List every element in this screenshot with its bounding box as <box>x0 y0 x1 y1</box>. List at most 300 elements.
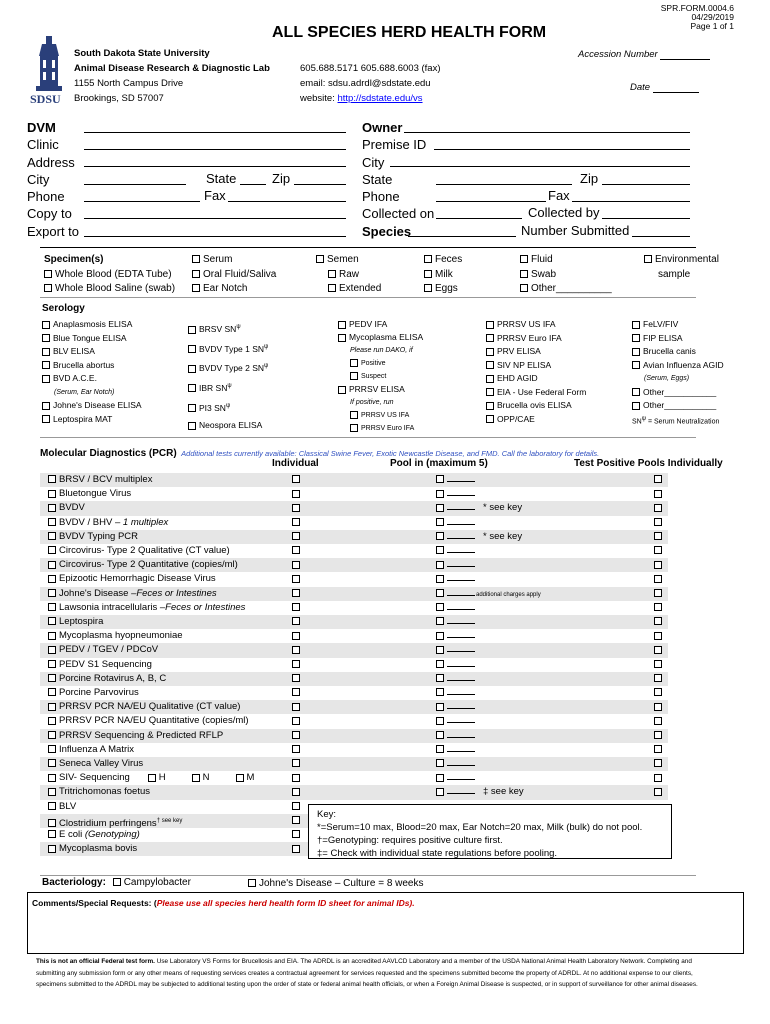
checkbox-icon[interactable] <box>48 674 56 682</box>
pcr-test[interactable] <box>48 842 137 856</box>
checkbox-icon[interactable] <box>188 384 196 392</box>
checkbox-icon[interactable] <box>292 774 300 782</box>
checkbox-icon[interactable] <box>436 688 444 696</box>
pcr-test[interactable] <box>48 516 168 530</box>
serology-col1-option[interactable] <box>42 345 142 359</box>
checkbox-icon[interactable] <box>436 475 444 483</box>
individual-checkbox[interactable] <box>292 842 303 856</box>
checkbox-icon[interactable] <box>486 415 494 423</box>
checkbox-icon[interactable] <box>486 402 494 410</box>
checkbox-icon[interactable] <box>436 731 444 739</box>
positive-pools-checkbox[interactable] <box>654 658 665 672</box>
city-field[interactable] <box>84 184 186 185</box>
milk-option[interactable]: Milk <box>424 268 462 283</box>
checkbox-icon[interactable] <box>292 845 300 853</box>
checkbox-icon[interactable] <box>292 660 300 668</box>
checkbox-icon[interactable] <box>436 561 444 569</box>
checkbox-icon[interactable] <box>436 490 444 498</box>
checkbox-icon[interactable] <box>148 774 156 782</box>
pool-count-field[interactable] <box>447 785 475 794</box>
positive-pools-checkbox[interactable] <box>654 473 665 487</box>
pool-count-field[interactable] <box>447 601 475 610</box>
serology-col5-option[interactable] <box>632 318 724 332</box>
pcr-test[interactable] <box>48 714 249 728</box>
checkbox-icon[interactable] <box>486 321 494 329</box>
checkbox-icon[interactable] <box>48 632 56 640</box>
checkbox-icon[interactable] <box>292 788 300 796</box>
checkbox-icon[interactable] <box>48 490 56 498</box>
pool-checkbox[interactable] <box>436 672 475 686</box>
pool-checkbox[interactable] <box>436 473 475 487</box>
checkbox-icon[interactable] <box>48 589 56 597</box>
pool-count-field[interactable] <box>447 743 475 752</box>
pool-checkbox[interactable] <box>436 629 475 643</box>
campylobacter-option[interactable]: Campylobacter <box>113 877 191 888</box>
pool-checkbox[interactable] <box>436 615 475 629</box>
checkbox-icon[interactable] <box>48 603 56 611</box>
accession-field[interactable] <box>660 48 710 60</box>
pool-count-field[interactable] <box>447 587 475 596</box>
siv-option[interactable] <box>236 772 255 783</box>
oral-fluid-option[interactable]: Oral Fluid/Saliva <box>192 268 276 283</box>
checkbox-icon[interactable] <box>654 589 662 597</box>
pool-checkbox[interactable] <box>436 743 475 757</box>
checkbox-icon[interactable] <box>654 660 662 668</box>
checkbox-icon[interactable] <box>188 404 196 412</box>
pool-checkbox[interactable] <box>436 700 475 714</box>
positive-pools-checkbox[interactable] <box>654 672 665 686</box>
individual-checkbox[interactable] <box>292 587 303 601</box>
serology-col5b-option[interactable] <box>632 386 724 400</box>
checkbox-icon[interactable] <box>48 819 56 827</box>
checkbox-icon[interactable] <box>292 518 300 526</box>
whole-blood-edta-option[interactable]: Whole Blood (EDTA Tube) <box>44 268 175 283</box>
checkbox-icon[interactable] <box>42 334 50 342</box>
checkbox-icon[interactable] <box>654 490 662 498</box>
serology-col5-option[interactable] <box>632 345 724 359</box>
date-field[interactable] <box>653 81 699 93</box>
checkbox-icon[interactable] <box>42 361 50 369</box>
pool-checkbox[interactable] <box>436 601 475 615</box>
pcr-test[interactable] <box>48 629 183 643</box>
eggs-option[interactable]: Eggs <box>424 282 462 297</box>
checkbox-icon[interactable] <box>48 774 56 782</box>
owner-zip-field[interactable] <box>602 184 690 185</box>
checkbox-icon[interactable] <box>436 703 444 711</box>
pcr-test[interactable] <box>48 643 158 657</box>
individual-checkbox[interactable] <box>292 700 303 714</box>
checkbox-icon[interactable] <box>350 372 358 380</box>
checkbox-icon[interactable] <box>42 402 50 410</box>
serology-col2-option[interactable] <box>188 358 268 378</box>
pool-count-field[interactable] <box>447 771 475 780</box>
pool-count-field[interactable] <box>447 572 475 581</box>
serology-col1-option[interactable] <box>42 359 142 373</box>
checkbox-icon[interactable] <box>654 532 662 540</box>
checkbox-icon[interactable] <box>486 334 494 342</box>
pool-count-field[interactable] <box>447 487 475 496</box>
individual-checkbox[interactable] <box>292 743 303 757</box>
checkbox-icon[interactable] <box>654 504 662 512</box>
pool-count-field[interactable] <box>447 544 475 553</box>
checkbox-icon[interactable] <box>436 617 444 625</box>
serology-col2-option[interactable] <box>188 378 268 398</box>
swab-option[interactable]: Swab <box>520 268 612 283</box>
checkbox-icon[interactable] <box>292 646 300 654</box>
pcr-test[interactable] <box>48 544 230 558</box>
serology-col4-option[interactable] <box>486 386 586 400</box>
positive-pools-checkbox[interactable] <box>654 757 665 771</box>
checkbox-icon[interactable] <box>338 321 346 329</box>
siv-option[interactable] <box>148 772 166 783</box>
checkbox-icon[interactable] <box>48 745 56 753</box>
checkbox-icon[interactable] <box>350 424 358 432</box>
checkbox-icon[interactable] <box>350 411 358 419</box>
checkbox-icon[interactable] <box>632 334 640 342</box>
pool-checkbox[interactable] <box>436 544 475 558</box>
checkbox-icon[interactable] <box>48 830 56 838</box>
checkbox-icon[interactable] <box>654 688 662 696</box>
checkbox-icon[interactable] <box>48 546 56 554</box>
serology-col3b-sub-option[interactable] <box>338 409 423 422</box>
serology-col2-option[interactable] <box>188 417 268 435</box>
johnes-culture-option[interactable]: Johne's Disease – Culture = 8 weeks <box>248 878 424 889</box>
feces-option[interactable]: Feces <box>424 253 462 268</box>
individual-checkbox[interactable] <box>292 814 303 828</box>
pool-checkbox[interactable] <box>436 558 475 572</box>
checkbox-icon[interactable] <box>48 688 56 696</box>
pool-checkbox[interactable] <box>436 530 522 544</box>
checkbox-icon[interactable] <box>292 717 300 725</box>
checkbox-icon[interactable] <box>292 816 300 824</box>
pcr-test[interactable] <box>48 800 76 814</box>
pool-count-field[interactable] <box>447 629 475 638</box>
positive-pools-checkbox[interactable] <box>654 743 665 757</box>
pcr-test[interactable] <box>48 672 166 686</box>
checkbox-icon[interactable] <box>632 402 640 410</box>
positive-pools-checkbox[interactable] <box>654 686 665 700</box>
pool-count-field[interactable] <box>447 686 475 695</box>
owner-field[interactable] <box>404 132 690 133</box>
checkbox-icon[interactable] <box>292 603 300 611</box>
serology-col3-sub-option[interactable] <box>338 370 423 383</box>
owner-fax-field[interactable] <box>572 201 690 202</box>
serum-option[interactable]: Serum <box>192 253 276 268</box>
checkbox-icon[interactable] <box>654 774 662 782</box>
serology-col1b-option[interactable] <box>42 413 142 427</box>
positive-pools-checkbox[interactable] <box>654 587 665 601</box>
checkbox-icon[interactable] <box>292 546 300 554</box>
pool-checkbox[interactable] <box>436 516 475 530</box>
state-field[interactable] <box>240 184 266 185</box>
positive-pools-checkbox[interactable] <box>654 729 665 743</box>
serology-col4-option[interactable] <box>486 399 586 413</box>
checkbox-icon[interactable] <box>236 774 244 782</box>
individual-checkbox[interactable] <box>292 530 303 544</box>
pool-checkbox[interactable] <box>436 572 475 586</box>
premise-field[interactable] <box>434 149 690 150</box>
checkbox-icon[interactable] <box>48 660 56 668</box>
checkbox-icon[interactable] <box>42 375 50 383</box>
pcr-test[interactable] <box>48 686 139 700</box>
individual-checkbox[interactable] <box>292 473 303 487</box>
checkbox-icon[interactable] <box>48 617 56 625</box>
individual-checkbox[interactable] <box>292 800 303 814</box>
checkbox-icon[interactable] <box>292 475 300 483</box>
checkbox-icon[interactable] <box>436 774 444 782</box>
checkbox-icon[interactable] <box>654 603 662 611</box>
pool-count-field[interactable] <box>447 658 475 667</box>
checkbox-icon[interactable] <box>486 348 494 356</box>
checkbox-icon[interactable] <box>654 617 662 625</box>
pool-checkbox[interactable] <box>436 729 475 743</box>
individual-checkbox[interactable] <box>292 501 303 515</box>
checkbox-icon[interactable] <box>436 759 444 767</box>
checkbox-icon[interactable] <box>42 321 50 329</box>
owner-city-field[interactable] <box>390 166 690 167</box>
checkbox-icon[interactable] <box>48 759 56 767</box>
extended-option[interactable]: Extended <box>316 282 381 297</box>
checkbox-icon[interactable] <box>42 415 50 423</box>
checkbox-icon[interactable] <box>486 388 494 396</box>
checkbox-icon[interactable] <box>292 688 300 696</box>
checkbox-icon[interactable] <box>48 561 56 569</box>
pool-checkbox[interactable] <box>436 587 541 602</box>
serology-col5-option[interactable] <box>632 332 724 346</box>
serology-col4-option[interactable] <box>486 345 586 359</box>
pcr-test[interactable] <box>48 487 131 501</box>
positive-pools-checkbox[interactable] <box>654 487 665 501</box>
serology-col1-option[interactable] <box>42 332 142 346</box>
serology-col3-option[interactable] <box>338 331 423 344</box>
serology-col4-option[interactable] <box>486 413 586 427</box>
checkbox-icon[interactable] <box>654 703 662 711</box>
checkbox-icon[interactable] <box>48 475 56 483</box>
checkbox-icon[interactable] <box>654 759 662 767</box>
serology-col4-option[interactable] <box>486 332 586 346</box>
checkbox-icon[interactable] <box>48 518 56 526</box>
pcr-test[interactable] <box>48 587 217 601</box>
checkbox-icon[interactable] <box>48 504 56 512</box>
serology-col2-option[interactable] <box>188 339 268 359</box>
positive-pools-checkbox[interactable] <box>654 615 665 629</box>
pool-checkbox[interactable] <box>436 501 522 515</box>
positive-pools-checkbox[interactable] <box>654 700 665 714</box>
checkbox-icon[interactable] <box>48 703 56 711</box>
pcr-test[interactable] <box>48 615 103 629</box>
positive-pools-checkbox[interactable] <box>654 516 665 530</box>
pool-count-field[interactable] <box>447 729 475 738</box>
pcr-test[interactable] <box>48 572 216 586</box>
checkbox-icon[interactable] <box>48 788 56 796</box>
pcr-test[interactable] <box>48 558 238 572</box>
serology-col1-option[interactable] <box>42 318 142 332</box>
checkbox-icon[interactable] <box>436 660 444 668</box>
checkbox-icon[interactable] <box>48 575 56 583</box>
serology-col2-option[interactable] <box>188 319 268 339</box>
collected-on-field[interactable] <box>436 218 522 219</box>
phone-field[interactable] <box>84 201 200 202</box>
checkbox-icon[interactable] <box>486 361 494 369</box>
individual-checkbox[interactable] <box>292 487 303 501</box>
checkbox-icon[interactable] <box>292 617 300 625</box>
individual-checkbox[interactable] <box>292 658 303 672</box>
checkbox-icon[interactable] <box>436 674 444 682</box>
pool-checkbox[interactable] <box>436 686 475 700</box>
pool-count-field[interactable] <box>447 516 475 525</box>
checkbox-icon[interactable] <box>188 365 196 373</box>
pcr-test[interactable] <box>48 473 152 487</box>
positive-pools-checkbox[interactable] <box>654 771 665 785</box>
checkbox-icon[interactable] <box>654 475 662 483</box>
checkbox-icon[interactable] <box>632 388 640 396</box>
checkbox-icon[interactable] <box>632 348 640 356</box>
individual-checkbox[interactable] <box>292 601 303 615</box>
checkbox-icon[interactable] <box>292 632 300 640</box>
individual-checkbox[interactable] <box>292 757 303 771</box>
checkbox-icon[interactable] <box>188 326 196 334</box>
individual-checkbox[interactable] <box>292 828 303 842</box>
pool-count-field[interactable] <box>447 615 475 624</box>
positive-pools-checkbox[interactable] <box>654 714 665 728</box>
checkbox-icon[interactable] <box>654 575 662 583</box>
address-field[interactable] <box>84 166 346 167</box>
siv-option[interactable] <box>192 772 210 783</box>
positive-pools-checkbox[interactable] <box>654 643 665 657</box>
checkbox-icon[interactable] <box>292 504 300 512</box>
pool-checkbox[interactable] <box>436 658 475 672</box>
checkbox-icon[interactable] <box>188 345 196 353</box>
checkbox-icon[interactable] <box>48 845 56 853</box>
checkbox-icon[interactable] <box>338 334 346 342</box>
checkbox-icon[interactable] <box>42 348 50 356</box>
checkbox-icon[interactable] <box>632 321 640 329</box>
checkbox-icon[interactable] <box>632 361 640 369</box>
fax-field[interactable] <box>228 201 346 202</box>
positive-pools-checkbox[interactable] <box>654 558 665 572</box>
pool-count-field[interactable] <box>447 558 475 567</box>
checkbox-icon[interactable] <box>436 632 444 640</box>
checkbox-icon[interactable] <box>292 759 300 767</box>
checkbox-icon[interactable] <box>48 532 56 540</box>
checkbox-icon[interactable] <box>292 745 300 753</box>
checkbox-icon[interactable] <box>48 802 56 810</box>
pcr-test[interactable] <box>48 501 85 515</box>
individual-checkbox[interactable] <box>292 714 303 728</box>
checkbox-icon[interactable] <box>654 632 662 640</box>
individual-checkbox[interactable] <box>292 643 303 657</box>
zip-field[interactable] <box>294 184 346 185</box>
pcr-test[interactable] <box>48 785 150 799</box>
checkbox-icon[interactable] <box>436 504 444 512</box>
dvm-field[interactable] <box>84 132 346 133</box>
checkbox-icon[interactable] <box>654 518 662 526</box>
pool-checkbox[interactable] <box>436 785 524 799</box>
owner-state-field[interactable] <box>436 184 572 185</box>
checkbox-icon[interactable] <box>292 589 300 597</box>
pcr-test[interactable] <box>48 530 138 544</box>
checkbox-icon[interactable] <box>654 561 662 569</box>
checkbox-icon[interactable] <box>436 532 444 540</box>
other-option[interactable]: Other__________ <box>520 282 612 297</box>
checkbox-icon[interactable] <box>486 375 494 383</box>
serology-col3-sub-option[interactable] <box>338 357 423 370</box>
checkbox-icon[interactable] <box>192 774 200 782</box>
checkbox-icon[interactable] <box>436 646 444 654</box>
pool-count-field[interactable] <box>447 473 475 482</box>
individual-checkbox[interactable] <box>292 516 303 530</box>
individual-checkbox[interactable] <box>292 729 303 743</box>
checkbox-icon[interactable] <box>292 830 300 838</box>
individual-checkbox[interactable] <box>292 672 303 686</box>
checkbox-icon[interactable] <box>654 674 662 682</box>
pool-count-field[interactable] <box>447 757 475 766</box>
positive-pools-checkbox[interactable] <box>654 785 665 799</box>
pool-checkbox[interactable] <box>436 771 475 785</box>
serology-col2-option[interactable] <box>188 398 268 418</box>
checkbox-icon[interactable] <box>436 589 444 597</box>
individual-checkbox[interactable] <box>292 686 303 700</box>
checkbox-icon[interactable] <box>654 788 662 796</box>
checkbox-icon[interactable] <box>436 788 444 796</box>
checkbox-icon[interactable] <box>292 575 300 583</box>
serology-col4-option[interactable] <box>486 359 586 373</box>
number-submitted-field[interactable] <box>632 236 690 237</box>
serology-col3b-sub-option[interactable] <box>338 422 423 435</box>
checkbox-icon[interactable] <box>292 490 300 498</box>
checkbox-icon[interactable] <box>188 422 196 430</box>
pcr-test[interactable] <box>48 700 240 714</box>
pcr-test[interactable] <box>48 729 223 743</box>
export-to-field[interactable] <box>84 236 346 237</box>
pcr-test[interactable] <box>48 601 245 615</box>
checkbox-icon[interactable] <box>48 717 56 725</box>
pcr-test[interactable] <box>48 658 152 672</box>
pool-count-field[interactable] <box>447 714 475 723</box>
pool-count-field[interactable] <box>447 672 475 681</box>
pool-count-field[interactable] <box>447 643 475 652</box>
pool-checkbox[interactable] <box>436 643 475 657</box>
semen-option[interactable]: Semen <box>316 253 381 268</box>
checkbox-icon[interactable] <box>292 561 300 569</box>
individual-checkbox[interactable] <box>292 785 303 799</box>
serology-col4-option[interactable] <box>486 372 586 386</box>
individual-checkbox[interactable] <box>292 558 303 572</box>
individual-checkbox[interactable] <box>292 629 303 643</box>
checkbox-icon[interactable] <box>654 745 662 753</box>
serology-col1-option[interactable] <box>42 372 142 386</box>
positive-pools-checkbox[interactable] <box>654 544 665 558</box>
checkbox-icon[interactable] <box>338 386 346 394</box>
fluid-option[interactable]: Fluid <box>520 253 612 268</box>
pool-checkbox[interactable] <box>436 487 475 501</box>
positive-pools-checkbox[interactable] <box>654 601 665 615</box>
species-field[interactable] <box>408 236 516 237</box>
checkbox-icon[interactable] <box>436 518 444 526</box>
pool-count-field[interactable] <box>447 700 475 709</box>
pcr-test[interactable] <box>48 828 140 842</box>
checkbox-icon[interactable] <box>436 575 444 583</box>
individual-checkbox[interactable] <box>292 544 303 558</box>
whole-blood-saline-option[interactable]: Whole Blood Saline (swab) <box>44 282 175 297</box>
serology-prrsv-elisa-option[interactable] <box>338 383 423 396</box>
checkbox-icon[interactable] <box>292 703 300 711</box>
pool-checkbox[interactable] <box>436 714 475 728</box>
checkbox-icon[interactable] <box>292 802 300 810</box>
individual-checkbox[interactable] <box>292 572 303 586</box>
pcr-test[interactable] <box>48 771 254 785</box>
pool-count-field[interactable] <box>447 501 475 510</box>
